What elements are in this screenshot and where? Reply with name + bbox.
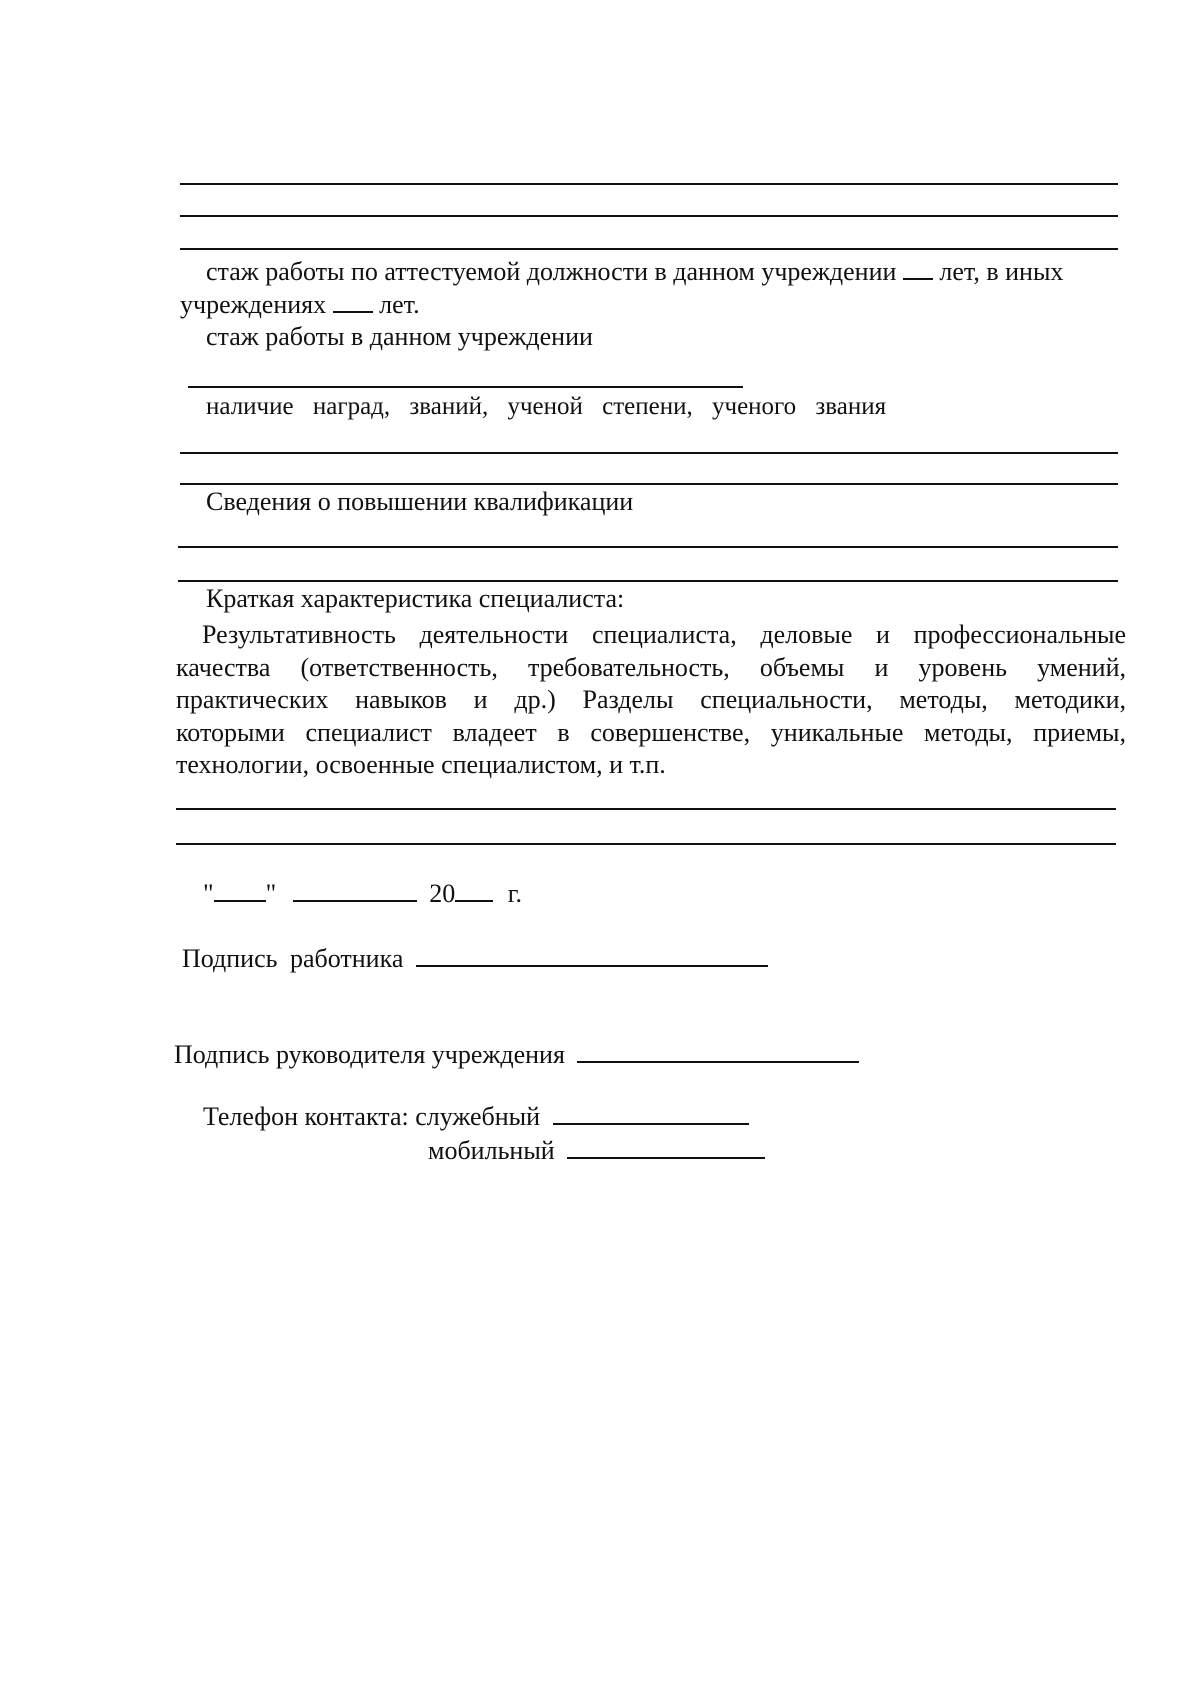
awards-label: наличие наград, званий, ученой степени, ученого звания bbox=[206, 393, 887, 420]
blank-line bbox=[180, 248, 1118, 250]
qualification-field-line[interactable] bbox=[178, 580, 1118, 582]
month-field[interactable] bbox=[293, 878, 417, 902]
years-suffix: лет. bbox=[379, 290, 420, 319]
years-suffix: лет, в иных bbox=[939, 257, 1064, 286]
years-in-institution-field[interactable] bbox=[903, 256, 933, 280]
contact-label: Телефон контакта: bbox=[203, 1102, 409, 1131]
paragraph-line: технологии, освоенные специалистом, и т.п. bbox=[176, 750, 666, 779]
paragraph-line: которыми специалист владеет в совершенстве, уникальные методы, приемы, bbox=[176, 717, 1126, 747]
characteristic-paragraph bbox=[176, 619, 1126, 782]
characteristic-heading: Краткая характеристика специалиста: bbox=[206, 584, 625, 613]
head-signature-line bbox=[174, 1039, 859, 1070]
institution-experience-label: стаж работы в данном учреждении bbox=[206, 322, 593, 351]
day-field[interactable] bbox=[214, 878, 266, 902]
mobile-phone-field[interactable] bbox=[567, 1135, 765, 1159]
characteristic-field-line[interactable] bbox=[176, 843, 1116, 845]
qualification-label: Сведения о повышении квалификации bbox=[206, 487, 634, 516]
year-suffix: г. bbox=[507, 879, 522, 908]
blank-line bbox=[180, 183, 1118, 185]
years-other-institutions-field[interactable] bbox=[333, 289, 373, 313]
institution-experience-field[interactable] bbox=[188, 386, 743, 388]
head-signature-field[interactable] bbox=[577, 1039, 859, 1063]
experience-position-line bbox=[206, 256, 1063, 287]
experience-position-label: стаж работы по аттестуемой должности в данном учреждении bbox=[206, 257, 897, 286]
date-close-quote: " bbox=[265, 879, 277, 908]
other-institutions-label: учреждениях bbox=[180, 290, 327, 319]
head-signature-label: Подпись руководителя учреждения bbox=[174, 1040, 565, 1069]
paragraph-line: качества (ответственность, требовательность, объемы и уровень умений, bbox=[176, 652, 1126, 682]
awards-field-line[interactable] bbox=[180, 483, 1118, 485]
office-phone-label: служебный bbox=[415, 1102, 541, 1131]
office-phone-line bbox=[203, 1101, 749, 1132]
employee-signature-label: Подпись работника bbox=[182, 944, 404, 973]
date-open-quote: " bbox=[203, 879, 214, 908]
office-phone-field[interactable] bbox=[553, 1101, 749, 1125]
employee-signature-line bbox=[182, 943, 768, 974]
paragraph-line: Результативность деятельности специалиста, деловые и профессиональные bbox=[202, 620, 1126, 649]
year-field[interactable] bbox=[455, 878, 493, 902]
paragraph-line: практических навыков и др.) Разделы специальности, методы, методики, bbox=[176, 685, 1126, 714]
characteristic-field-line[interactable] bbox=[176, 808, 1116, 810]
mobile-phone-label: мобильный bbox=[428, 1136, 555, 1165]
year-prefix: 20 bbox=[429, 879, 456, 908]
awards-field-line[interactable] bbox=[180, 452, 1118, 454]
employee-signature-field[interactable] bbox=[416, 943, 768, 967]
date-line bbox=[203, 878, 522, 909]
qualification-field-line[interactable] bbox=[178, 546, 1118, 548]
experience-other-line bbox=[180, 289, 420, 320]
blank-line bbox=[180, 215, 1118, 217]
mobile-phone-line bbox=[428, 1135, 765, 1166]
